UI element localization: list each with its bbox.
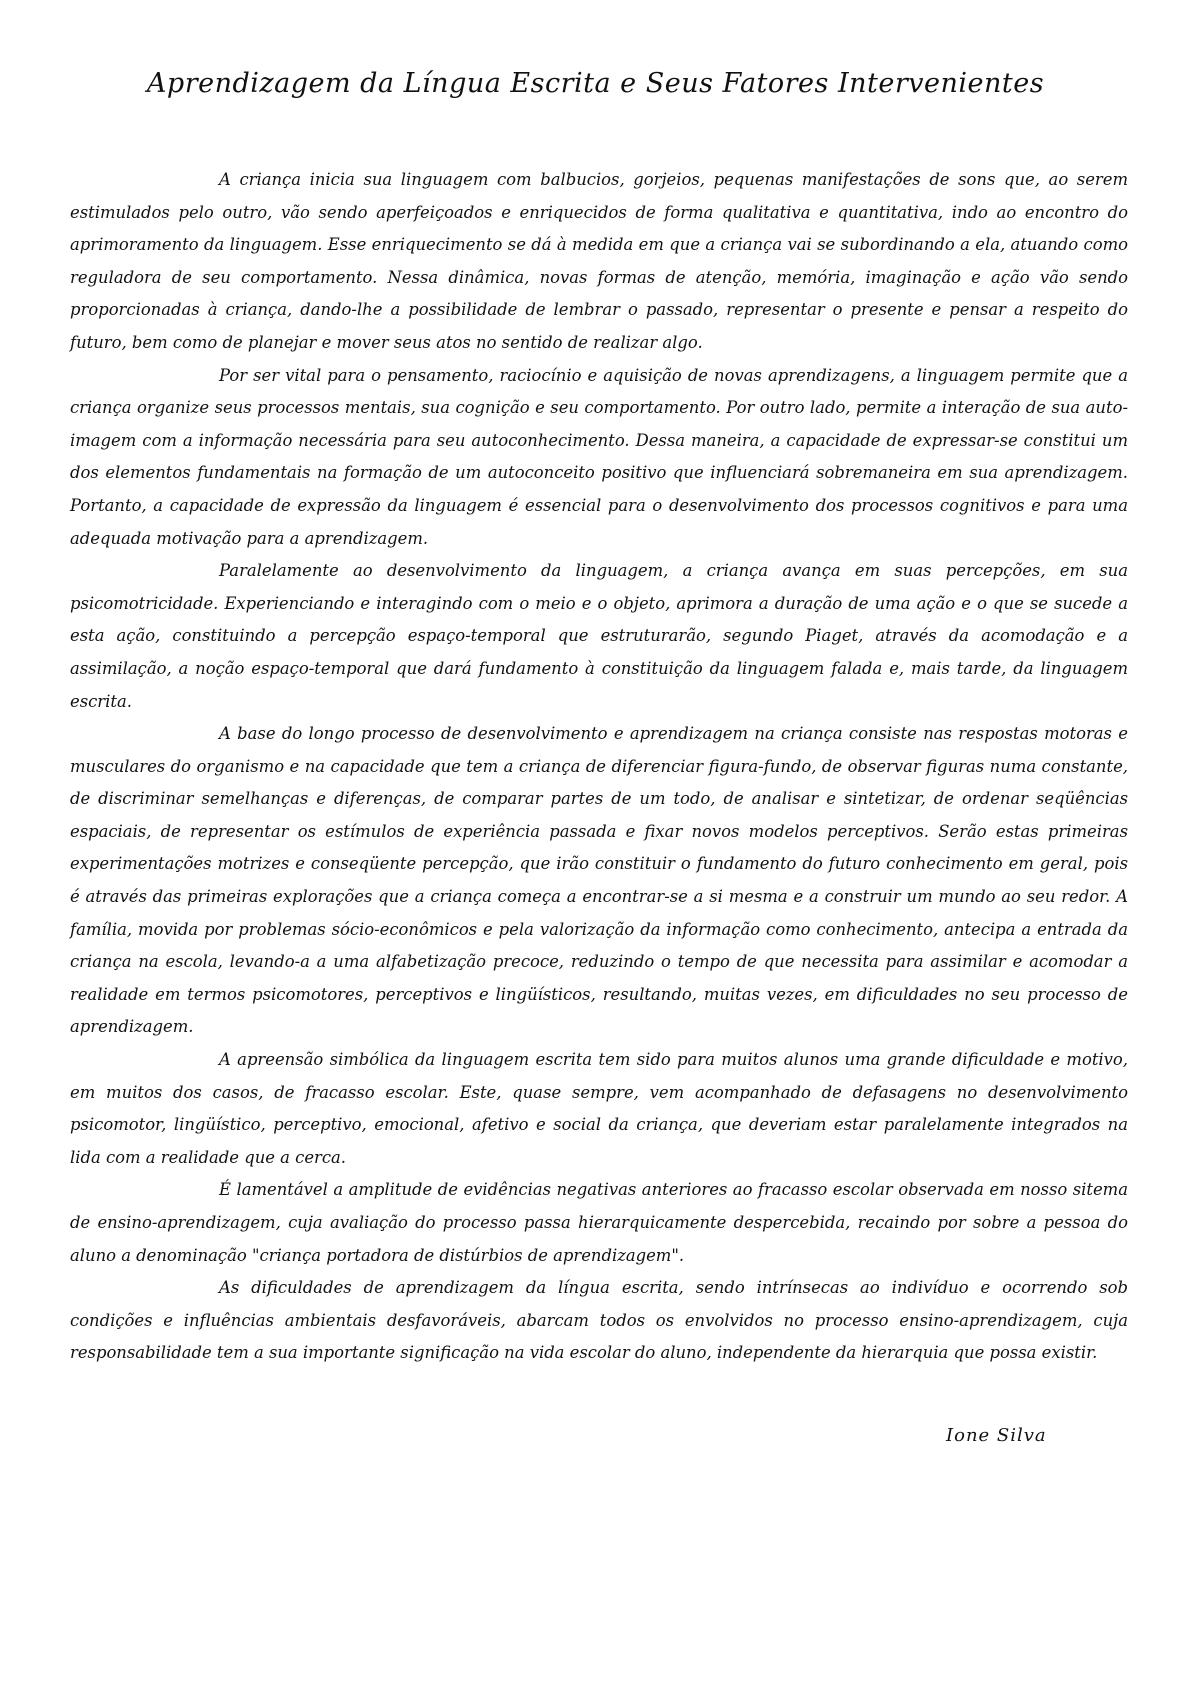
paragraph-3: Paralelamente ao desenvolvimento da linguagem, a criança avança em suas percepções, em sua psicomotricidade. Experienciando e interagindo com o meio e o objeto, aprimora a duração de uma ação e o que se sucede a esta ação, constituindo a percepção espaço-temporal que estruturarão, segundo Piaget, através da acomodação e a assimilação, a noção espaço-temporal que dará fundamento à constituição da linguagem falada e, mais tarde, da linguagem escrita. [70,561,1128,711]
paragraph-5: A apreensão simbólica da linguagem escrita tem sido para muitos alunos uma grande dificuldade e motivo, em muitos dos casos, de fracasso escolar. Este, quase sempre, vem acompanhado de defasagens no desenvolvimento psicomotor, lingüístico, perceptivo, emocional, afetivo e social da criança, que deveriam estar paralelamente integrados na lida com a realidade que a cerca. [70,1050,1128,1167]
paragraph-6: É lamentável a amplitude de evidências negativas anteriores ao fracasso escolar observada em nosso sitema de ensino-aprendizagem, cuja avaliação do processo passa hierarquicamente despercebida, recaindo por sobre a pessoa do aluno a denominação "criança portadora de distúrbios de aprendizagem". [70,1180,1128,1265]
paragraph-4: A base do longo processo de desenvolvimento e aprendizagem na criança consiste nas respostas motoras e musculares do organismo e na capacidade que tem a criança de diferenciar figura-fundo, de observar figuras numa constante, de discriminar semelhanças e diferenças, de comparar partes de um todo, de analisar e sintetizar, de ordenar seqüências espaciais, de representar os estímulos de experiência passada e fixar novos modelos perceptivos. Serão estas primeiras experimentações motrizes e conseqüente percepção, que irão constituir o fundamento do futuro conhecimento em geral, pois é através das primeiras explorações que a criança começa a encontrar-se a si mesma e a construir um mundo ao seu redor. A família, movida por problemas sócio-econômicos e pela valorização da informação como conhecimento, antecipa a entrada da criança na escola, levando-a a uma alfabetização precoce, reduzindo o tempo de que necessita para assimilar e acomodar a realidade em termos psicomotores, perceptivos e lingüísticos, resultando, muitas vezes, em dificuldades no seu processo de aprendizagem. [70,724,1128,1037]
paragraph-1: A criança inicia sua linguagem com balbucios, gorjeios, pequenas manifestações de sons que, ao serem estimulados pelo outro, vão sendo aperfeiçoados e enriquecidos de forma qualitativa e quantitativa, indo ao encontro do aprimoramento da linguagem. Esse enriquecimento se dá à medida em que a criança vai se subordinando a ela, atuando como reguladora de seu comportamento. Nessa dinâmica, novas formas de atenção, memória, imaginação e ação vão sendo proporcionadas à criança, dando-lhe a possibilidade de lembrar o passado, representar o presente e pensar a respeito do futuro, bem como de planejar e mover seus atos no sentido de realizar algo. [70,170,1128,352]
author-signature: Ione Silva [946,1425,1047,1446]
document-title: Aprendizagem da Língua Escrita e Seus Fatores Intervenientes [146,68,1045,99]
document-body [70,164,1128,1370]
paragraph-7: As dificuldades de aprendizagem da língua escrita, sendo intrínsecas ao indivíduo e ocorrendo sob condições e influências ambientais desfavoráveis, abarcam todos os envolvidos no processo ensino-aprendizagem, cuja responsabilidade tem a sua importante significação na vida escolar do aluno, independente da hierarquia que possa existir. [70,1278,1128,1363]
paragraph-2: Por ser vital para o pensamento, raciocínio e aquisição de novas aprendizagens, a linguagem permite que a criança organize seus processos mentais, sua cognição e seu comportamento. Por outro lado, permite a interação de sua auto-imagem com a informação necessária para seu autoconhecimento. Dessa maneira, a capacidade de expressar-se constitui um dos elementos fundamentais na formação de um autoconceito positivo que influenciará sobremaneira em sua aprendizagem. Portanto, a capacidade de expressão da linguagem é essencial para o desenvolvimento dos processos cognitivos e para uma adequada motivação para a aprendizagem. [70,365,1128,548]
